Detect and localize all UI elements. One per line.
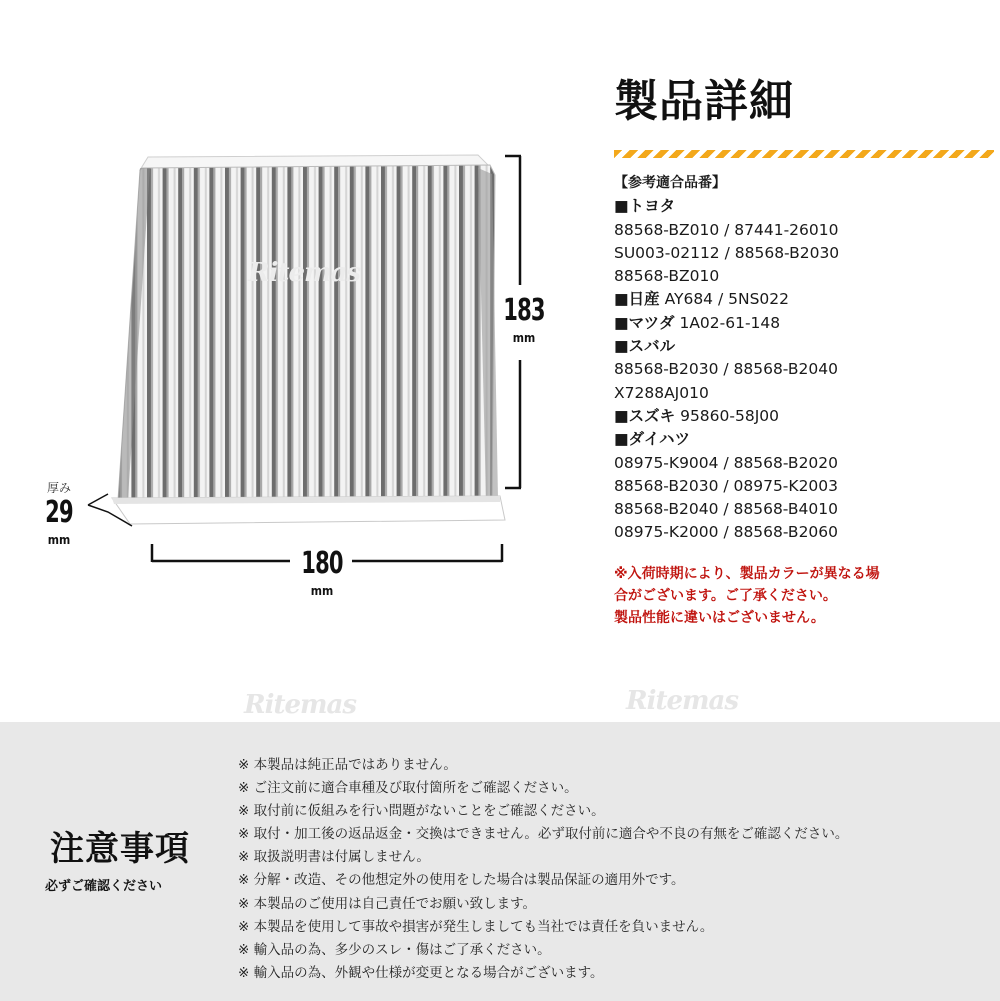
maker-name: ■日産 (614, 290, 660, 309)
thickness-caption: 厚み (46, 481, 71, 495)
caution-title: 注意事項 (50, 829, 190, 869)
accent-stripe (614, 150, 994, 158)
details-title: 製品詳細 (614, 76, 794, 127)
height-label (496, 293, 552, 345)
notice-line: 合がございます。ご了承ください。 (614, 587, 837, 604)
part-number-line: 88568-B2030 / 88568-B2040 (614, 360, 838, 379)
filter-image (0, 0, 600, 720)
watermark-logo: Ritemas (626, 686, 739, 716)
part-number-line: X7288AJ010 (614, 383, 709, 402)
watermark-logo: Ritemas (244, 690, 357, 720)
compat-heading: 【参考適合品番】 (614, 175, 726, 191)
caution-section (0, 722, 1000, 1001)
maker-row (614, 312, 994, 335)
part-number-line: SU003-02112 / 88568-B2030 (614, 243, 840, 262)
notice-line: 製品性能に違いはございません。 (614, 609, 825, 626)
caution-item: ※ 本製品を使用して事故や損害が発生しましても当社では責任を負いません。 (238, 918, 714, 935)
height-value: 183 (503, 293, 545, 328)
maker-name: ■スズキ (614, 406, 676, 425)
part-number-line: 08975-K9004 / 88568-B2020 (614, 453, 839, 472)
part-number: 1A02-61-148 (674, 313, 781, 332)
part-number-line: 08975-K2000 / 88568-B2060 (614, 523, 839, 542)
caution-item: ※ 輸入品の為、多少のスレ・傷はご了承ください。 (238, 941, 551, 958)
part-number-line: 88568-BZ010 (614, 267, 720, 286)
width-unit: mm (310, 584, 334, 598)
part-number-line: 88568-BZ010 / 87441-26010 (614, 220, 839, 239)
caution-subtitle: 必ずご確認ください (45, 879, 163, 894)
height-unit: mm (512, 331, 536, 345)
maker-row (614, 335, 994, 358)
notice-line: ※入荷時期により、製品カラーが異なる場 (614, 565, 880, 582)
color-notice (614, 563, 994, 629)
thickness-value: 29 (45, 495, 73, 530)
maker-name: ■スバル (614, 337, 676, 356)
part-number: AY684 / 5NS022 (659, 290, 789, 309)
maker-name: ■マツダ (614, 313, 675, 332)
part-number-line: 88568-B2040 / 88568-B4010 (614, 500, 838, 519)
width-label (292, 546, 352, 598)
thickness-unit: mm (47, 533, 71, 547)
caution-list (238, 754, 848, 985)
filter-pleats (118, 165, 495, 500)
thickness-label (34, 482, 84, 546)
product-illustration (0, 0, 600, 720)
caution-item: ※ 分解・改造、その他想定外の使用をした場合は製品保証の適用外です。 (238, 872, 685, 889)
watermark-logo: Ritemas (248, 258, 361, 288)
caution-item: ※ 本製品のご使用は自己責任でお願い致します。 (238, 895, 537, 912)
caution-item: ※ ご注文前に適合車種及び取付箇所をご確認ください。 (238, 780, 578, 797)
part-number-line: 88568-B2030 / 08975-K2003 (614, 476, 839, 495)
caution-item: ※ 輸入品の為、外観や仕様が変更となる場合がございます。 (238, 964, 604, 981)
caution-item: ※ 本製品は純正品ではありません。 (238, 757, 457, 773)
maker-row (614, 428, 994, 451)
width-value: 180 (301, 546, 343, 581)
product-details (614, 76, 994, 629)
caution-item: ※ 取付前に仮組みを行い問題がないことをご確認ください。 (238, 803, 605, 820)
compatible-part-numbers (614, 172, 994, 545)
maker-name: ■トヨタ (614, 197, 676, 216)
maker-name: ■ダイハツ (614, 430, 691, 449)
caution-item: ※ 取扱説明書は付属しません。 (238, 849, 430, 866)
maker-row (614, 195, 994, 218)
maker-row (614, 288, 994, 311)
caution-item: ※ 取付・加工後の返品返金・交換はできません。必ず取付前に適合や不良の有無をご確認ください。 (238, 826, 849, 843)
part-number: 95860-58J00 (675, 406, 780, 425)
maker-row (614, 405, 994, 428)
